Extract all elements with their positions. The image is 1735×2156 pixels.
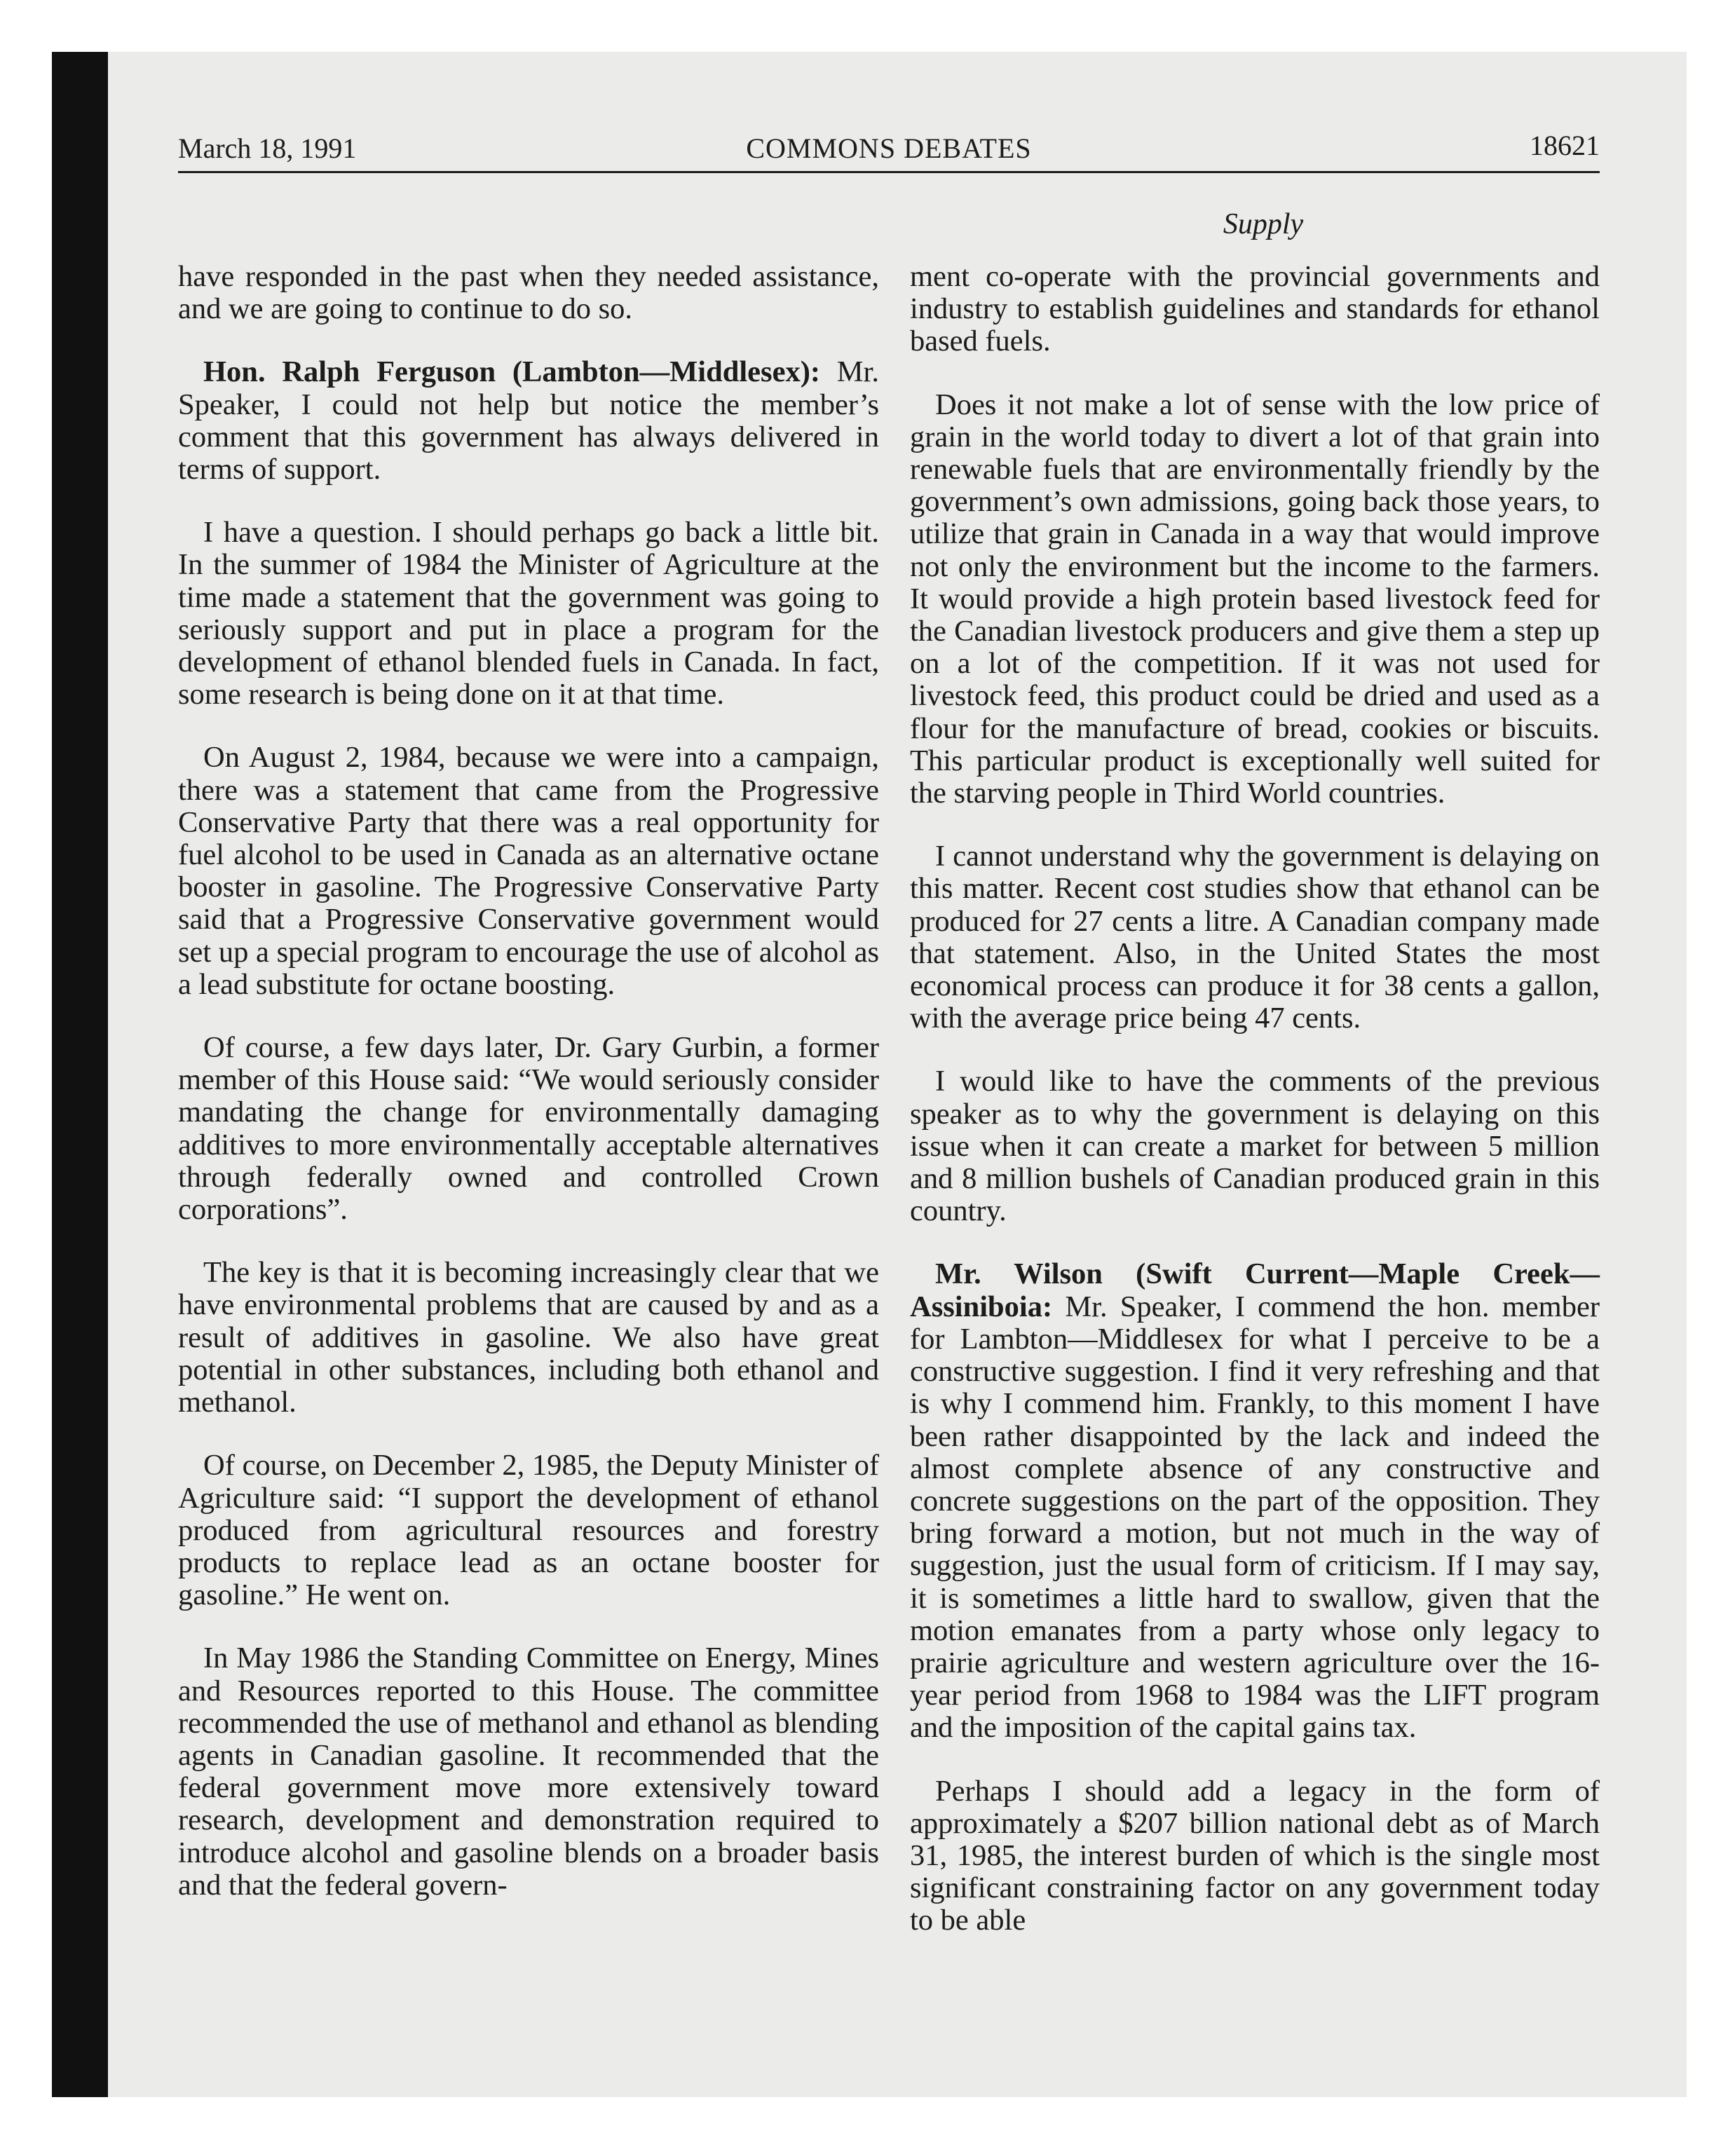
paragraph: Hon. Ralph Ferguson (Lambton—Middlesex): Mr. Speaker, I could not help but notice the member’s comment that this government has always delivered in terms of support. [178, 355, 879, 486]
paragraph: ment co-operate with the provincial governments and industry to establish guidelines and standards for ethanol based fuels. [910, 260, 1600, 358]
paragraph: I cannot understand why the government is delaying on this matter. Recent cost studies show that ethanol can be produced for 27 cents a litre. A Canadian company made that statement. Also, in the United States the most economical process can produce it for 38 cents a gallon, with the average price being 47 cents. [910, 840, 1600, 1035]
paragraph: The key is that it is becoming increasingly clear that we have environmental problems that are caused by and as a result of additives in gasoline. We also have great potential in other substances, including both ethanol and methanol. [178, 1256, 879, 1419]
paragraph: In May 1986 the Standing Committee on Energy, Mines and Resources reported to this House. The committee recommended the use of methanol and ethanol as blending agents in Canadian gasoline. It recommended that the federal government move more extensively toward research, development and demonstration required to introduce alcohol and gasoline blends on a broader basis and that the federal govern- [178, 1642, 879, 1902]
header-title: COMMONS DEBATES [746, 132, 1032, 164]
header-page-number: 18621 [1530, 130, 1600, 161]
header-date: March 18, 1991 [178, 132, 357, 164]
right-column [910, 261, 1600, 1968]
paragraph: I have a question. I should perhaps go back a little bit. In the summer of 1984 the Minister of Agriculture at the time made a statement that the government was going to seriously support and put in place a program for the development of ethanol blended fuels in Canada. In fact, some research is being done on it at that time. [178, 516, 879, 711]
paragraph: I would like to have the comments of the previous speaker as to why the government is delaying on this issue when it can create a market for between 5 million and 8 million bushels of Canadian produced grain in this country. [910, 1065, 1600, 1228]
left-column [178, 261, 879, 1932]
speaker-name: Hon. Ralph Ferguson (Lambton—Middlesex): [203, 355, 821, 389]
paragraph: Does it not make a lot of sense with the low price of grain in the world today to divert a lot of that grain into renewable fuels that are environmentally friendly by the government’s own admissions, going back those years, to utilize that grain in Canada in a way that would improve not only the environment but the income to the farmers. It would provide a high protein based livestock feed for the Canadian livestock producers and give them a step up on a lot of the competition. If it was not used for livestock feed, this product could be dried and used as a flour for the manufacture of bread, cookies or biscuits. This particular product is exceptionally well suited for the starving people in Third World countries. [910, 388, 1600, 810]
page-header [178, 129, 1600, 170]
header-rule [178, 171, 1600, 173]
paragraph: have responded in the past when they needed assistance, and we are going to continue to do so. [178, 260, 879, 326]
paragraph: Perhaps I should add a legacy in the form of approximately a $207 billion national debt as of March 31, 1985, the interest burden of which is the single most significant constraining factor on any government today to be able [910, 1774, 1600, 1937]
paragraph: On August 2, 1984, because we were into a campaign, there was a statement that came from the Progressive Conservative Party that there was a real opportunity for fuel alcohol to be used in Canada as an alternative octane booster in gasoline. The Progressive Conservative Party said that a Progressive Conservative government would set up a special program to encourage the use of alcohol as a lead substitute for octane boosting. [178, 741, 879, 1001]
paragraph: Mr. Wilson (Swift Current—Maple Creek—Assiniboia: Mr. Speaker, I commend the hon. member for Lambton—Middlesex for what I perceive to be a constructive suggestion. I find it very refreshing and that is why I commend him. Frankly, to this moment I have been rather disappointed by the lack and indeed the almost complete absence of any constructive and concrete suggestions on the part of the opposition. They bring forward a motion, but not much in the way of suggestion, just the usual form of criticism. If I may say, it is sometimes a little hard to swallow, given that the motion emanates from a party whose only legacy to prairie agriculture and western agriculture over the 16-year period from 1968 to 1984 was the LIFT program and the imposition of the capital gains tax. [910, 1257, 1600, 1745]
speaker-name: Mr. Wilson (Swift Current—Maple Creek—Assiniboia: [910, 1257, 1600, 1323]
section-title: Supply [1223, 208, 1304, 240]
paragraph: Of course, on December 2, 1985, the Deputy Minister of Agriculture said: “I support the development of ethanol produced from agricultural resources and forestry products to replace lead as an octane booster for gasoline.” He went on. [178, 1449, 879, 1612]
paragraph: Of course, a few days later, Dr. Gary Gurbin, a former member of this House said: “We would seriously consider mandating the change for environmentally damaging additives to more environmentally acceptable alternatives through federally owned and controlled Crown corporations”. [178, 1031, 879, 1227]
